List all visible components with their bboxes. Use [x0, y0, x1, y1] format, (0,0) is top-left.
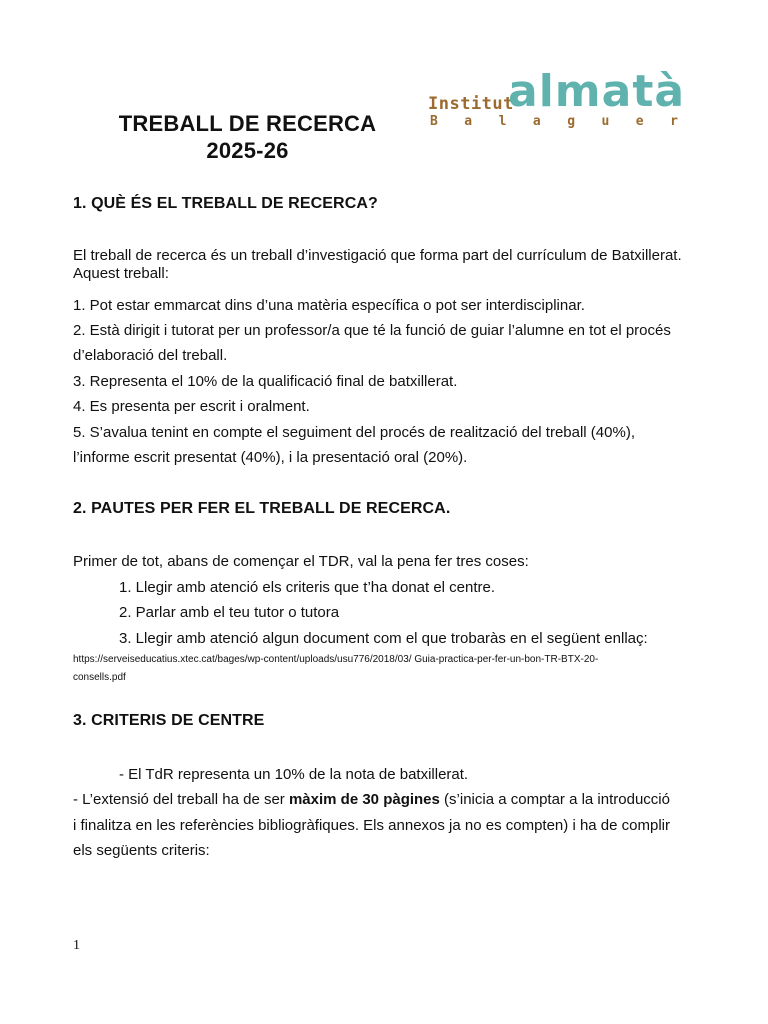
- section-2-step: 2. Parlar amb el teu tutor o tutora: [119, 604, 340, 621]
- title-line-2: 2025-26: [206, 138, 289, 163]
- section-2-intro: Primer de tot, abans de començar el TDR, val la pena fer tres coses:: [73, 553, 529, 570]
- section-1-item: l’informe escrit presentat (40%), i la presentació oral (20%).: [73, 449, 468, 466]
- page-number: 1: [73, 938, 80, 953]
- section-2-step: 1. Llegir amb atenció els criteris que t’ha donat el centre.: [119, 579, 496, 596]
- section-1-intro: El treball de recerca és un treball d’investigació que forma part del currículum de Batxillerat. Aquest treball:: [73, 247, 682, 282]
- document-title: [100, 110, 395, 164]
- logo-letter: B: [430, 114, 438, 129]
- section-2-heading: 2. PAUTES PER FER EL TREBALL DE RECERCA.: [73, 500, 451, 517]
- guide-link-continued[interactable]: consells.pdf: [73, 672, 126, 683]
- section-3-line: i finalitza en les referències bibliogràfiques. Els annexos ja no es compten) i ha de complir: [73, 817, 670, 834]
- section-1-item: 3. Representa el 10% de la qualificació final de batxillerat.: [73, 373, 458, 390]
- section-1-item: 5. S’avalua tenint en compte el seguiment del procés de realització del treball (40%),: [73, 424, 635, 441]
- section-3-bullet: - El TdR representa un 10% de la nota de batxillerat.: [119, 766, 469, 783]
- section-1-item: 1. Pot estar emmarcat dins d’una matèria específica o pot ser interdisciplinar.: [73, 297, 585, 314]
- bullet-emphasis: màxim de 30 pàgines: [288, 791, 440, 808]
- section-3-heading: 3. CRITERIS DE CENTRE: [73, 712, 265, 729]
- logo-institut-text: Institut: [428, 94, 514, 114]
- logo-letter: l: [498, 114, 507, 129]
- section-1-item: d’elaboració del treball.: [73, 347, 228, 364]
- bullet-text: (s’inicia a comptar a la introducció: [439, 791, 670, 808]
- section-1-item: 2. Està dirigit i tutorat per un professor/a que té la funció de guiar l’alumne en tot el procés: [73, 322, 671, 339]
- logo-letter: r: [670, 114, 678, 129]
- logo-name-text: almatà: [508, 66, 686, 117]
- logo-letter: g: [567, 114, 576, 129]
- logo-letter: a: [532, 114, 541, 129]
- logo-town-text: [430, 114, 678, 129]
- section-3-line: els següents criteris:: [73, 842, 210, 859]
- section-3-bullet: [73, 791, 713, 809]
- section-1-heading: 1. QUÈ ÉS EL TREBALL DE RECERCA?: [73, 195, 378, 212]
- bullet-text: - L’extensió del treball ha de ser: [73, 791, 289, 808]
- school-logo: [428, 66, 688, 136]
- section-2-step: 3. Llegir amb atenció algun document com el que trobaràs en el següent enllaç:: [119, 630, 648, 647]
- logo-letter: u: [601, 114, 610, 129]
- logo-letter: e: [635, 114, 644, 129]
- guide-link[interactable]: https://serveiseducatius.xtec.cat/bages/wp-content/uploads/usu776/2018/03/ Guia-practica-per-fer-un-bon-TR-BTX-20-: [73, 654, 599, 665]
- section-1-item: 4. Es presenta per escrit i oralment.: [73, 398, 310, 415]
- title-line-1: TREBALL DE RECERCA: [118, 111, 377, 136]
- logo-letter: a: [464, 114, 473, 129]
